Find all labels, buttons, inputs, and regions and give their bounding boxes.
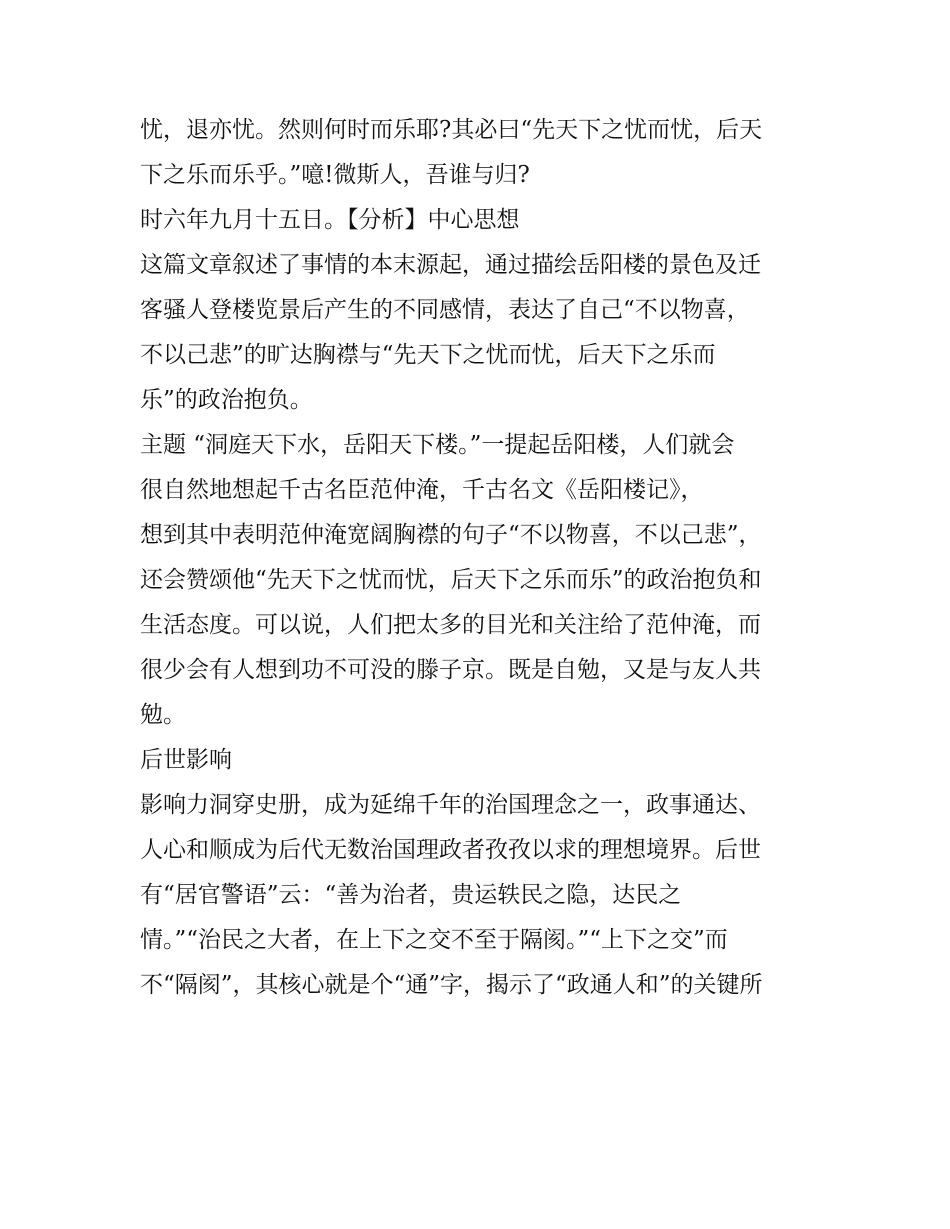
text-line-20: 不“隔阂”，其核心就是个“通”字，揭示了“政通人和”的关键所	[140, 972, 763, 998]
text-line-10: 想到其中表明范仲淹宽阔胸襟的句子“不以物喜，不以己悲”，	[140, 522, 762, 548]
text-line-17: 人心和顺成为后代无数治国理政者孜孜以求的理想境界。后世	[140, 837, 761, 863]
text-line-4: 这篇文章叙述了事情的本末源起，通过描绘岳阳楼的景色及迁	[140, 252, 761, 278]
text-line-19: 情。”“治民之大者，在上下之交不至于隔阂。”“上下之交”而	[140, 927, 728, 953]
section-heading-later-influence: 后世影响	[140, 747, 232, 773]
body-text	[140, 108, 830, 1008]
text-line-5: 客骚人登楼览景后产生的不同感情，表达了自己“不以物喜，	[140, 297, 750, 323]
text-line-14: 勉。	[140, 702, 186, 728]
text-line-1: 忧，退亦忧。然则何时而乐耶?其必曰“先天下之忧而忧，后天	[140, 117, 763, 143]
text-line-11: 还会赞颂他“先天下之忧而忧，后天下之乐而乐”的政治抱负和	[140, 567, 762, 593]
text-line-2: 下之乐而乐乎。”噫!微斯人，吾谁与归?	[140, 162, 530, 188]
text-line-6: 不以己悲”的旷达胸襟与“先天下之忧而忧，后天下之乐而	[140, 342, 716, 368]
text-line-8: 主题 “洞庭天下水，岳阳天下楼。”一提起岳阳楼，人们就会	[140, 432, 735, 458]
text-line-7: 乐”的政治抱负。	[140, 387, 313, 413]
text-line-13: 很少会有人想到功不可没的滕子京。既是自勉，又是与友人共	[140, 657, 761, 683]
text-line-18: 有“居官警语”云：“善为治者，贵运轶民之隐，达民之	[140, 882, 682, 908]
text-line-3: 时六年九月十五日。【分析】中心思想	[140, 207, 520, 233]
text-line-16: 影响力洞穿史册，成为延绵千年的治国理念之一，政事通达、	[140, 792, 761, 818]
text-line-12: 生活态度。可以说，人们把太多的目光和关注给了范仲淹，而	[140, 612, 761, 638]
text-line-9: 很自然地想起千古名臣范仲淹，千古名文《岳阳楼记》，	[140, 477, 704, 503]
